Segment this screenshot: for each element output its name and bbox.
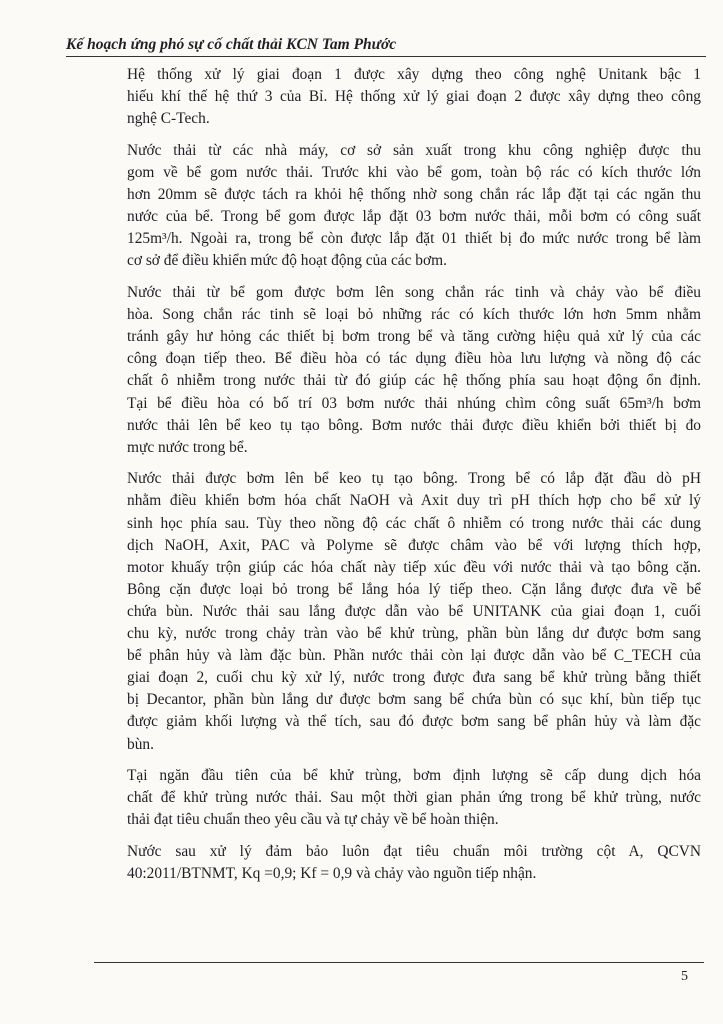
text-line: hiếu khí thế hệ thứ 3 của Bỉ. Hệ thống xử lý giai đoạn 2 được xây dựng theo công (127, 88, 701, 106)
text-line: mực nước trong bể. (127, 438, 248, 456)
text-line: hòa. Song chắn rác tinh sẽ loại bỏ những rác có kích thước lớn hơn 5mm nhằm (127, 306, 701, 324)
text-line: Tại ngăn đầu tiên của bể khử trùng, bơm định lượng sẽ cấp dung dịch hóa (127, 767, 701, 785)
text-line: giai đoạn 2, cuối chu kỳ xử lý, nước trong được đưa sang bể khử trùng bằng thiết (127, 669, 701, 687)
text-line: thải đạt tiêu chuẩn theo yêu cầu và tự chảy về bể hoàn thiện. (127, 811, 499, 829)
text-line: sinh học phía sau. Tùy theo nồng độ các chất ô nhiễm có trong nước thải các dung (127, 514, 701, 532)
document-body (87, 64, 701, 895)
text-line: motor khuấy trộn giúp các hóa chất này tiếp xúc đều với nước thải và tạo bông cặn. (127, 558, 701, 576)
text-line: 125m³/h. Ngoài ra, trong bể còn được lắp đặt 01 thiết bị đo mức nước trong bể làm (127, 230, 701, 248)
text-line: chất ô nhiễm trong nước thải từ đó giúp các hệ thống phía sau hoạt động ổn định. (127, 372, 701, 390)
paragraph (87, 140, 701, 273)
text-line: Tại bể điều hòa có bố trí 03 bơm nước thải nhúng chìm công suất 65m³/h bơm (127, 394, 701, 412)
text-line: dịch NaOH, Axit, PAC và Polyme sẽ được châm vào bể với lượng thích hợp, (127, 536, 701, 554)
page-header: Kế hoạch ứng phó sự cố chất thải KCN Tam Phước (66, 36, 706, 57)
text-line: bị Decantor, phần bùn lắng dư được bơm sang bể chứa bùn có sục khí, bùn tiếp tục (127, 691, 701, 709)
text-line: hơn 20mm sẽ được tách ra khỏi hệ thống nhờ song chắn rác lắp đặt tại các ngăn thu (127, 186, 701, 204)
text-line: gom về bể gom nước thải. Trước khi vào bể gom, toàn bộ rác có kích thước lớn (127, 163, 701, 181)
paragraph (87, 64, 701, 130)
text-line: bùn. (127, 735, 154, 753)
text-line: nhằm điều khiển bơm hóa chất NaOH và Axit duy trì pH thích hợp cho bể xử lý (127, 492, 701, 510)
paragraph (87, 282, 701, 459)
text-line: chất để khử trùng nước thải. Sau một thời gian phản ứng trong bể khử trùng, nước (127, 789, 701, 807)
text-line: Nước sau xử lý đảm bảo luôn đạt tiêu chuẩn môi trường cột A, QCVN (127, 843, 701, 861)
text-line: nghệ C-Tech. (127, 110, 210, 128)
text-line: chứa bùn. Nước thải sau lắng được dẫn vào bể UNITANK của giai đoạn 1, cuối (127, 602, 701, 620)
text-line: công đoạn tiếp theo. Bể điều hòa có tác dụng điều hòa lưu lượng và nồng độ các (127, 350, 701, 368)
paragraph (87, 841, 701, 885)
footer-divider (94, 962, 704, 963)
text-line: Nước thải được bơm lên bể keo tụ tạo bông. Trong bể có lắp đặt đầu dò pH (127, 470, 701, 488)
text-line: Hệ thống xử lý giai đoạn 1 được xây dựng theo công nghệ Unitank bậc 1 (127, 66, 701, 83)
paragraph (87, 468, 701, 755)
paragraph (87, 765, 701, 831)
text-line: 40:2011/BTNMT, Kq =0,9; Kf = 0,9 và chảy vào nguồn tiếp nhận. (127, 865, 537, 883)
text-line: cơ sở để điều khiển mức độ hoạt động của các bơm. (127, 252, 447, 270)
text-line: chu kỳ, nước trong chảy tràn vào bể khử trùng, phần bùn lắng dư được bơm sang (127, 625, 701, 643)
text-line: được giảm khối lượng và thể tích, sau đó được bơm sang bể phân hủy và làm đặc (127, 713, 701, 731)
page-number: 5 (681, 969, 688, 984)
text-line: Nước thải từ các nhà máy, cơ sở sản xuất trong khu công nghiệp được thu (127, 141, 701, 159)
text-line: Bông cặn được loại bỏ trong bể lắng hóa lý tiếp theo. Cặn lắng được đưa về bể (127, 580, 701, 598)
text-line: nước của bể. Trong bể gom được lắp đặt 03 bơm nước thải, mỗi bơm có công suất (127, 208, 701, 226)
text-line: Nước thải từ bể gom được bơm lên song chắn rác tinh và chảy vào bể điều (127, 284, 701, 302)
text-line: nước thải lên bể keo tụ tạo bông. Bơm nước thải được điều khiển bởi thiết bị đo (127, 416, 701, 434)
text-line: bể phân hủy và làm đặc bùn. Phần nước thải còn lại được dẫn vào bể C_TECH của (127, 647, 701, 665)
text-line: tránh gây hư hỏng các thiết bị bơm trong bể và tăng cường hiệu quả xử lý của các (127, 328, 701, 346)
